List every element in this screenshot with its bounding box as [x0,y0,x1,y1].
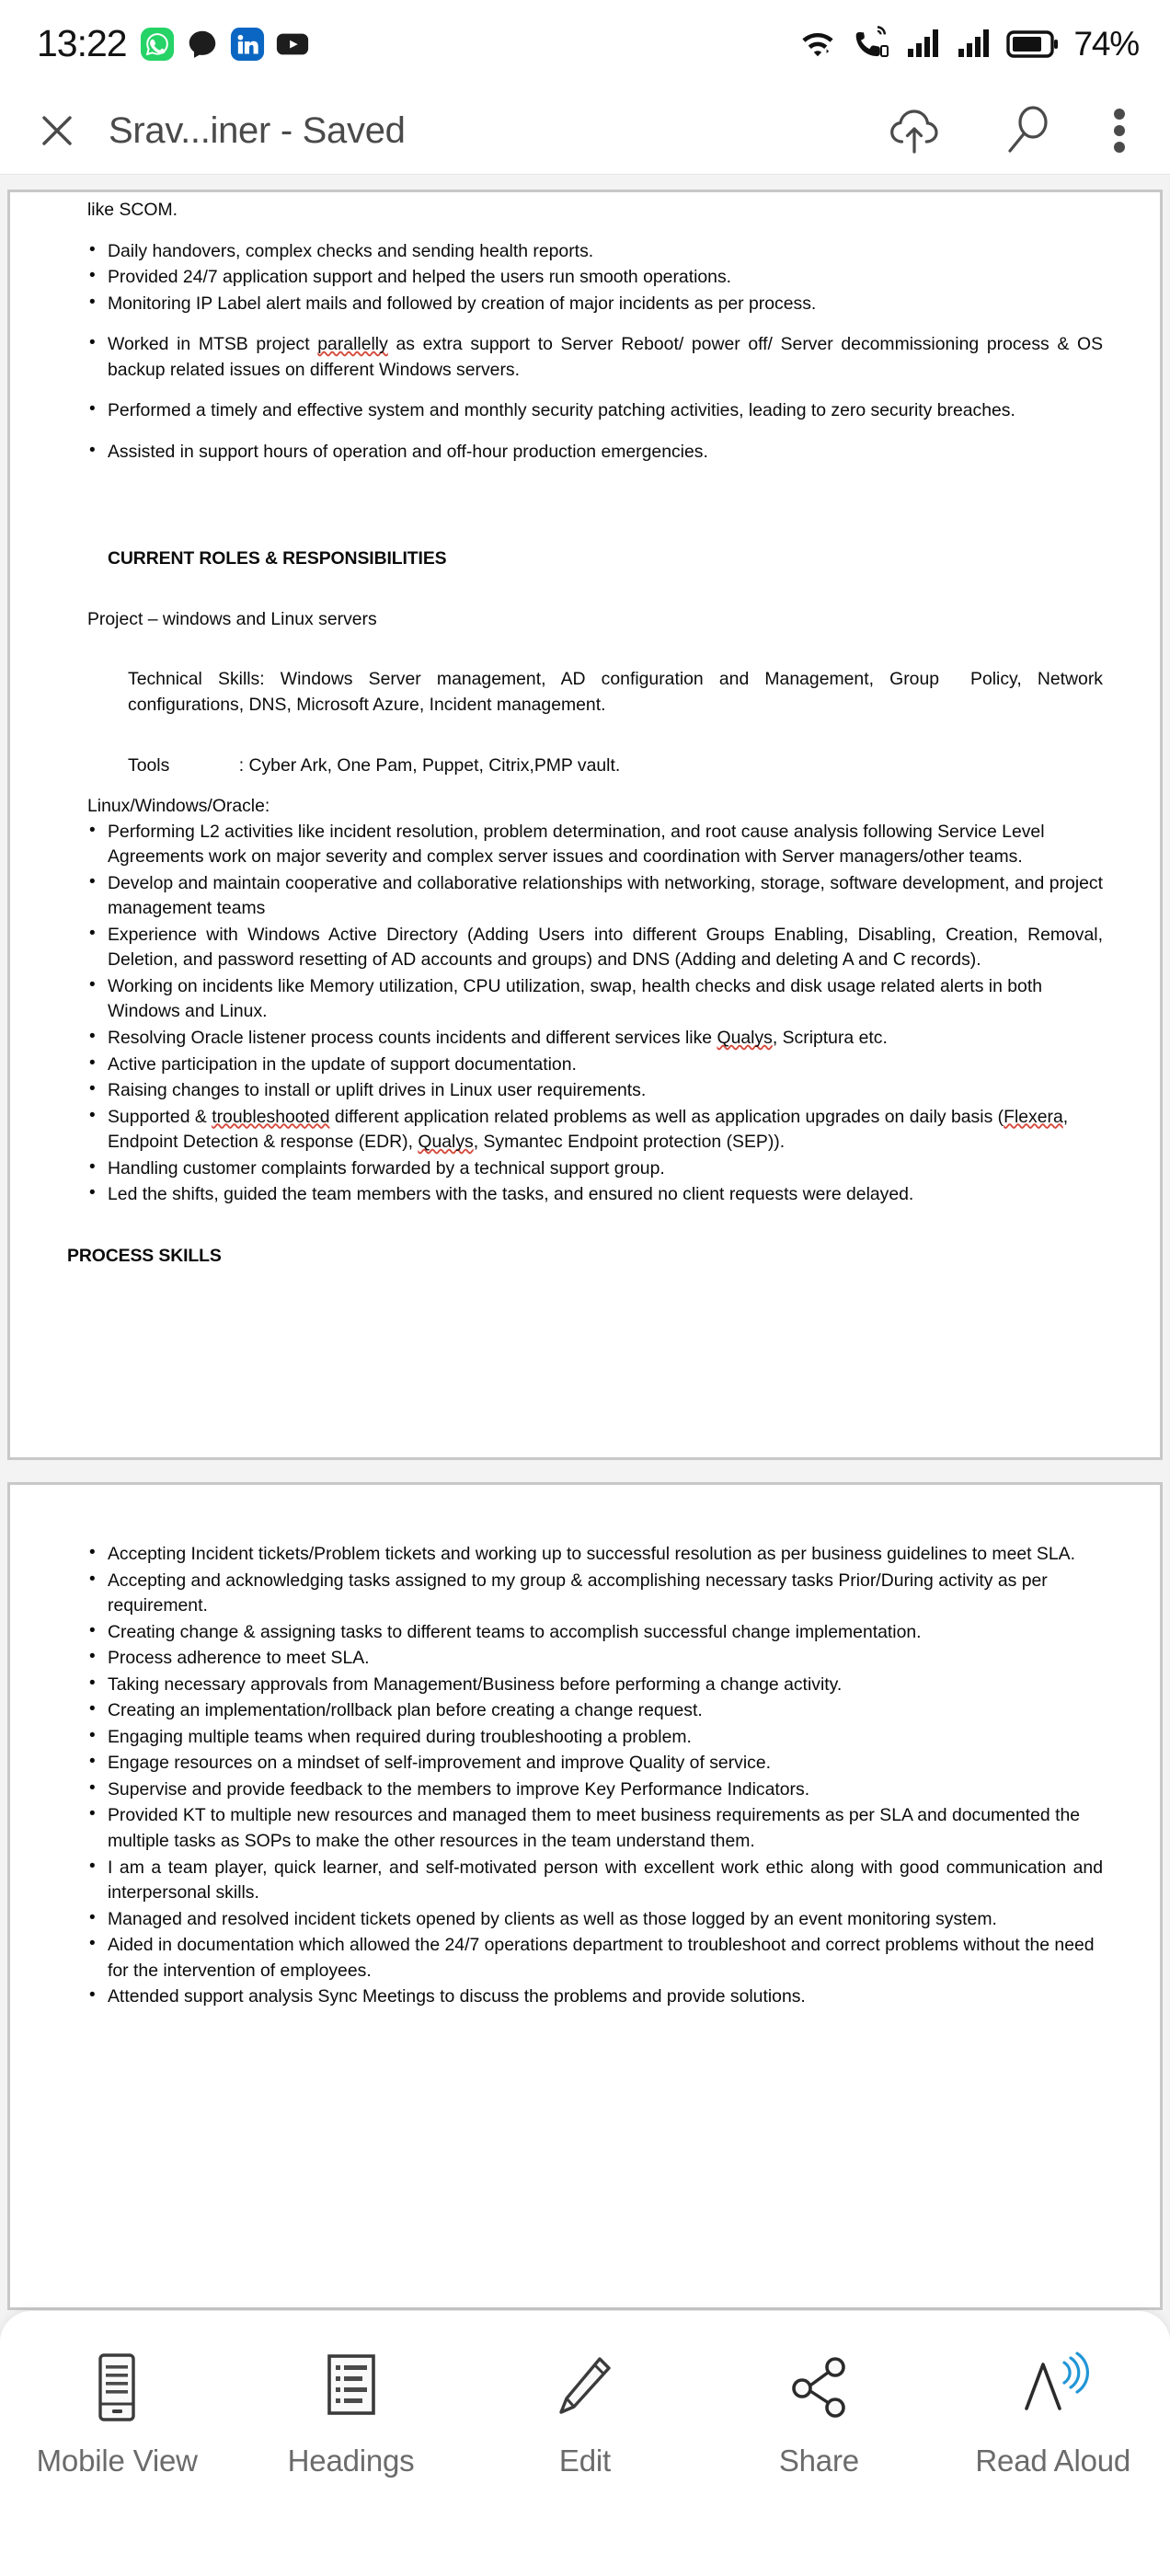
spacer [67,572,1103,607]
list-item [87,332,1103,383]
list-item: • Provided KT to multiple new resources and managed them to meet business requirements as per SLA and documented the multiple tasks as SOPs to make the other resources in the team understand them. [87,1803,1103,1854]
headings-icon [320,2352,383,2423]
page-2-body [67,1542,1103,2010]
edit-pencil-icon [552,2352,618,2423]
mobile-view-icon [89,2352,144,2423]
app-toolbar [0,87,1170,175]
close-button[interactable] [31,105,83,156]
cloud-upload-icon [885,103,946,158]
status-notification-icons [140,27,310,62]
status-bar-right [797,25,1139,63]
list-item: • Managed and resolved incident tickets opened by clients as well as those logged by an event monitoring system. [87,1907,1103,1933]
list-item: • Working on incidents like Memory utilization, CPU utilization, swap, health checks and disk usage related alerts in both Windows and Linux. [87,974,1103,1025]
list-item: • Aided in documentation which allowed the 24/7 operations department to troubleshoot and correct problems without the need for the intervention of employees. [87,1933,1103,1984]
bottom-item-label: Headings [287,2444,415,2478]
list-item: • Performing L2 activities like incident resolution, problem determination, and root cause analysis following Service Level Agreements work on major severity and complex server issues and coordination with Server managers/other teams. [87,820,1103,870]
list-item: • Monitoring IP Label alert mails and followed by creation of major incidents as per process. [87,292,1103,317]
bottom-item-mobile-view[interactable] [16,2352,218,2478]
read-aloud-icon [1014,2352,1093,2423]
segment-3: , Endpoint Detection & response (EDR), [108,1106,1069,1153]
misspelled-word: Flexera [1004,1106,1063,1127]
list-item: • Engaging multiple teams when required during troubleshooting a problem. [87,1725,1103,1751]
spacer [67,719,1103,753]
paragraph-tools: Tools : Cyber Ark, One Pam, Puppet, Citrix,PMP vault. [128,754,621,776]
spacer [67,1209,1103,1244]
document-title: Srav...iner - Saved [109,109,406,151]
more-options-icon [1109,102,1130,159]
spacer [67,224,1103,239]
text-after: as extra support to Server Reboot/ power off/ Server decommissioning process & OS backup related issues on different Windows servers. [108,334,1103,380]
battery-percent-label: 74% [1073,25,1139,63]
list-item: • Active participation in the update of support documentation. [87,1052,1103,1078]
text-before: Worked in MTSB project [108,334,318,355]
bottom-item-label: Mobile View [36,2444,198,2478]
more-options-button[interactable] [1109,102,1130,159]
status-bar-left [37,22,310,64]
list-item: • Experience with Windows Active Directory (Adding Users into different Groups Enabling, Disabling, Creation, Removal, Deletion, and password resetting of AD accounts and groups) and DNS (Adding and deleting A and C records). [87,923,1103,973]
section-heading-process-skills: PROCESS SKILLS [67,1245,222,1266]
paragraph-continuation: like SCOM. [87,200,178,220]
list-item: • Handling customer complaints forwarded by a technical support group. [87,1156,1103,1182]
text-after: , Scriptura etc. [772,1028,888,1049]
segment-4: , Symantec Endpoint protection (SEP)). [473,1132,786,1153]
bottom-item-label: Edit [558,2444,611,2478]
misspelled-word: parallelly [317,334,388,355]
list-item: • Performed a timely and effective system and monthly security patching activities, leading to zero security breaches. [87,398,1103,424]
cloud-upload-button[interactable] [885,103,946,158]
list-item: • Accepting Incident tickets/Problem tickets and working up to successful resolution as per business guidelines to meet SLA. [87,1542,1103,1568]
signal-sim1-icon [905,25,944,63]
paragraph-linux-windows-oracle: Linux/Windows/Oracle: [87,796,270,817]
bottom-item-share[interactable] [717,2352,920,2478]
search-button[interactable] [999,102,1056,159]
list-item [87,1105,1103,1156]
section-heading-current-roles: CURRENT ROLES & RESPONSIBILITIES [108,548,447,569]
misspelled-word: Qualys [418,1132,474,1153]
list-item: • Daily handovers, complex checks and sending health reports. [87,239,1103,265]
misspelled-word: Qualys [717,1028,773,1049]
list-item: • Raising changes to install or uplift drives in Linux user requirements. [87,1078,1103,1104]
search-icon [999,102,1056,159]
spacer [67,632,1103,667]
signal-sim2-icon [956,25,994,63]
segment-1: Supported & [108,1106,212,1127]
misspelled-word: troubleshooted [212,1106,330,1127]
wifi-icon [797,25,839,63]
list-item: • Creating change & assigning tasks to different teams to accomplish successful change implementation. [87,1620,1103,1646]
tech-skills-line-b: Policy, Network configurations, DNS, Microsoft Azure, Incident management. [128,669,1103,716]
list-item: • Process adherence to meet SLA. [87,1646,1103,1672]
list-item [87,1026,1103,1052]
list-item: • Engage resources on a mindset of self-improvement and improve Quality of service. [87,1751,1103,1777]
tech-skills-line-a: Technical Skills: Windows Server management, AD configuration and Management, Group [128,669,940,690]
list-item: • Taking necessary approvals from Management/Business before performing a change activity. [87,1673,1103,1698]
close-icon [31,105,83,156]
document-page-1 [7,190,1163,1460]
list-item: • Accepting and acknowledging tasks assigned to my group & accomplishing necessary tasks Prior/During activity as per requirement. [87,1569,1103,1619]
status-time: 13:22 [37,22,127,64]
text-before: Resolving Oracle listener process counts incidents and different services like [108,1028,717,1049]
bottom-item-read-aloud[interactable] [952,2352,1154,2478]
bottom-item-label: Share [778,2444,859,2478]
list-item: • I am a team player, quick learner, and self-motivated person with excellent work ethic along with good communication and interpersonal skills. [87,1856,1103,1906]
messaging-icon [185,27,220,62]
status-bar [0,0,1170,87]
battery-icon [1006,26,1060,63]
bottom-item-edit[interactable] [484,2352,686,2478]
share-icon [784,2352,854,2423]
youtube-icon [275,27,310,62]
segment-2: different application related problems as well as application upgrades on daily basis ( [329,1106,1004,1127]
list-item: • Attended support analysis Sync Meetings to discuss the problems and provide solutions. [87,1984,1103,2010]
call-icon [851,25,893,63]
spacer [67,466,1103,546]
list-item: • Supervise and provide feedback to the members to improve Key Performance Indicators. [87,1777,1103,1803]
bottom-item-label: Read Aloud [975,2444,1131,2478]
list-item: • Provided 24/7 application support and helped the users run smooth operations. [87,265,1103,291]
whatsapp-icon [140,27,175,62]
list-item: • Assisted in support hours of operation and off-hour production emergencies. [87,440,1103,466]
paragraph-project: Project – windows and Linux servers [87,608,377,629]
page-1-body [67,198,1103,1269]
bottom-toolbar [0,2311,1170,2576]
spacer [67,778,1103,794]
list-item: • Develop and maintain cooperative and collaborative relationships with networking, storage, software development, and project management teams [87,871,1103,922]
linkedin-icon [230,27,265,62]
paragraph-technical-skills [128,667,1103,718]
list-item: • Creating an implementation/rollback plan before creating a change request. [87,1698,1103,1724]
list-item: • Led the shifts, guided the team members with the tasks, and ensured no client requests were delayed. [87,1182,1103,1208]
document-scroll-area[interactable] [0,175,1170,2576]
bottom-item-headings[interactable] [250,2352,453,2478]
document-page-2 [7,1482,1163,2310]
